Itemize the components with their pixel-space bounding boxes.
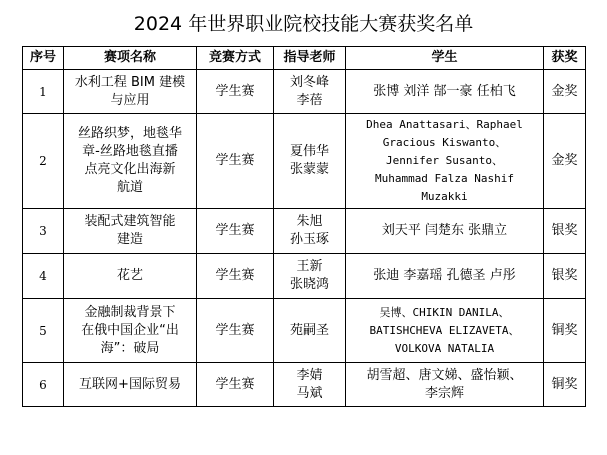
event-name-line: 金融制裁背景下	[84, 304, 176, 320]
table-header-row	[23, 47, 586, 70]
students	[346, 299, 544, 363]
event-name-line: 花艺	[116, 268, 143, 283]
row-index: 2	[23, 114, 64, 209]
row-index: 4	[23, 254, 64, 299]
award: 金奖	[544, 114, 586, 209]
student-line: VOLKOVA NATALIA	[394, 341, 495, 355]
event-name-line: 互联网+国际贸易	[79, 376, 181, 392]
event-name	[64, 299, 197, 363]
event-name	[64, 209, 197, 254]
student-line: Gracious Kiswanto、	[382, 136, 507, 149]
teacher-name: 孙玉琢	[289, 232, 329, 247]
event-name-line: 航道	[116, 180, 143, 195]
event-name-line: 建造	[116, 232, 143, 247]
competition-method: 学生赛	[197, 299, 274, 363]
teacher-name: 刘冬峰	[289, 74, 329, 90]
event-name	[64, 254, 197, 299]
award: 银奖	[544, 254, 586, 299]
teacher-name: 马斌	[296, 385, 323, 401]
student-line: 李宗辉	[424, 385, 464, 401]
teacher-name: 李婧	[296, 367, 323, 383]
event-name-line: 丝路织梦，地毯华	[77, 126, 182, 141]
teacher-name: 张蒙蒙	[289, 162, 329, 177]
student-line: 胡雪超、唐文娣、盛怡颖、	[366, 367, 523, 383]
teacher-name: 朱旭	[296, 214, 323, 229]
teachers	[274, 363, 346, 407]
student-line: Muhammad Falza Nashif	[374, 172, 515, 185]
teacher-name: 王新	[296, 259, 323, 274]
student-line: Muzakki	[421, 190, 468, 203]
header-students: 学生	[346, 47, 544, 70]
student-line: 吴博、CHIKIN DANILA、	[379, 305, 510, 319]
header-method: 竞赛方式	[197, 47, 274, 70]
students	[346, 254, 544, 299]
students	[346, 209, 544, 254]
teachers	[274, 299, 346, 363]
awards-table	[22, 46, 586, 407]
competition-method: 学生赛	[197, 254, 274, 299]
header-teachers: 指导老师	[274, 47, 346, 70]
event-name-line: 装配式建筑智能	[84, 214, 176, 229]
table-row	[23, 114, 586, 209]
table-row	[23, 363, 586, 407]
teacher-name: 苑嗣圣	[289, 322, 329, 338]
student-line: 张博 刘洋 郜一豪 任柏飞	[373, 83, 516, 99]
event-name-line: 水利工程 BIM 建模	[74, 74, 186, 90]
event-name-line: 点亮文化出海新	[84, 162, 176, 177]
header-index: 序号	[23, 47, 64, 70]
event-name	[64, 70, 197, 114]
competition-method: 学生赛	[197, 114, 274, 209]
teachers	[274, 70, 346, 114]
event-name	[64, 363, 197, 407]
table-row	[23, 70, 586, 114]
page-title: 2024 年世界职业院校技能大赛获奖名单	[133, 13, 474, 35]
teacher-name: 张晓鸿	[289, 277, 329, 292]
students	[346, 114, 544, 209]
header-award: 获奖	[544, 47, 586, 70]
competition-method: 学生赛	[197, 70, 274, 114]
award: 银奖	[544, 209, 586, 254]
award: 金奖	[544, 70, 586, 114]
student-line: BATISHCHEVA ELIZAVETA、	[369, 323, 520, 337]
row-index: 1	[23, 70, 64, 114]
students	[346, 70, 544, 114]
teacher-name: 夏伟华	[289, 144, 329, 159]
student-line: 刘天平 闫楚东 张鼎立	[381, 223, 508, 238]
event-name-line: 与应用	[110, 92, 150, 108]
event-name-line: 在俄中国企业“出	[81, 322, 179, 338]
event-name-line: 海”：破局	[100, 340, 160, 356]
competition-method: 学生赛	[197, 363, 274, 407]
table-row	[23, 209, 586, 254]
table-row	[23, 299, 586, 363]
students	[346, 363, 544, 407]
award: 铜奖	[544, 363, 586, 407]
row-index: 5	[23, 299, 64, 363]
teacher-name: 李蓓	[296, 92, 323, 108]
student-line: Dhea Anattasari、Raphael	[366, 118, 523, 131]
teachers	[274, 114, 346, 209]
student-line: Jennifer Susanto、	[386, 154, 503, 167]
row-index: 6	[23, 363, 64, 407]
competition-method: 学生赛	[197, 209, 274, 254]
teachers	[274, 209, 346, 254]
table-row	[23, 254, 586, 299]
teachers	[274, 254, 346, 299]
header-event: 赛项名称	[64, 47, 197, 70]
award: 铜奖	[544, 299, 586, 363]
event-name-line: 章-丝路地毯直播	[82, 144, 178, 159]
student-line: 张迪 李嘉瑶 孔德圣 卢彤	[373, 268, 516, 283]
row-index: 3	[23, 209, 64, 254]
event-name	[64, 114, 197, 209]
table-body	[23, 70, 586, 407]
